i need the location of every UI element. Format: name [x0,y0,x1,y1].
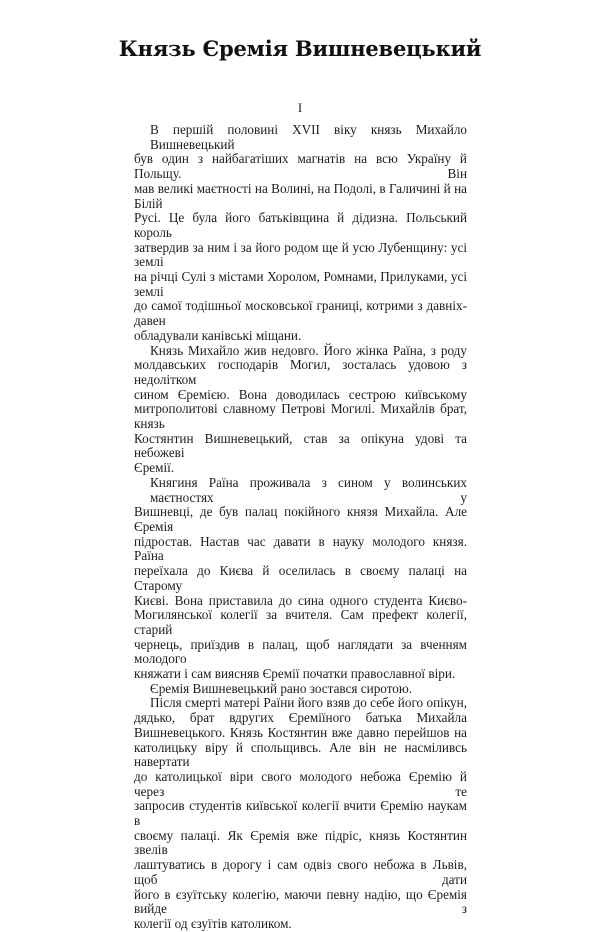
text-line: лаштуватись в дорогу і сам одвіз свого небожа в Львів, щоб дати [134,857,467,887]
text-line: підростав. Настав час давати в науку молодого князя. Раїна [134,533,467,564]
text-line: Вишневці, де був палац покійного князя Михайла. Але Єремія [134,504,467,534]
text-line: Після смерті матері Раїни його взяв до себе його опікун, [150,695,467,711]
text-line: молдавських господарів Могил, зосталась удовою з недолітком [134,357,467,387]
text-line: В першій половині XVII віку князь Михайло Вишневецький [150,122,467,152]
text-line: мав великі маєтності на Волині, на Подолі, в Галичині й на Білій [134,180,467,211]
text-line: запросив студентів київської колегії вчити Єремію наукам в [134,798,467,829]
text-line: Костянтин Вишневецький, став за опікуна удові та небожеві [134,430,467,461]
text-line: митрополитові славному Петрові Могилі. Михайлів брат, князь [134,401,467,432]
paragraph [134,682,467,697]
text-line: чернець, приїздив в палац, щоб наглядати за вченням молодого [134,636,467,667]
text-line: до самої тодішньої московської границі, котрими з давніх-давен [134,298,467,329]
paragraph [134,344,467,476]
paragraph [134,696,467,931]
text-line: затвердив за ним і за його родом ще й усю Лубенщину: усі землі [134,239,467,270]
text-line: католицьку віру й спольщивсь. Але він не насміливсь навертати [134,739,467,770]
paragraph [134,123,467,344]
text-line: Князь Михайло жив недовго. Його жінка Раїна, з роду [150,342,467,358]
body-text [134,123,467,932]
section-number: I [297,100,303,115]
text-line: обладували канівські міщани. [134,327,302,343]
text-line: Русі. Це була його батьківщина й дідизна. Польський король [134,210,467,240]
page-title: Князь Єремія Вишневецький [118,36,482,61]
text-line: Вишневецького. Князь Костянтин вже давно перейшов на [134,724,467,740]
paragraph [134,476,467,682]
text-line: колегії од єзуїтів католиком. [134,915,292,931]
text-line: Єремія Вишневецький рано зостався сиротою. [150,680,413,696]
text-line: сином Єремією. Вона доводилась сестрою київському [134,386,467,402]
text-line: до католицької віри свого молодого небожа Єремію й через те [134,768,467,799]
text-line: був один з найбагатіших магнатів на всю Україну й Польщу. Він [134,151,467,182]
text-line: переїхала до Києва й оселилась в своєму палаці на Старому [134,563,467,593]
text-line: Могилянської колегії за вчителя. Сам префект колегії, старий [134,607,467,637]
text-line: Києві. Вона приставила до сина одного студента Києво- [134,592,467,608]
text-line: його в єзуїтську колегію, маючи певну надію, що Єремія вийде з [134,886,467,917]
text-line: на річці Сулі з містами Хоролом, Ромнами, Прилуками, усі землі [134,269,467,299]
text-line: своєму палаці. Як Єремія вже підріс, князь Костянтин звелів [134,827,467,858]
text-line: княжати і сам виясняв Єремії початки православної віри. [134,666,456,682]
text-line: дядько, брат вдругих Єреміїного батька Михайла [134,710,467,726]
text-line: Єремії. [134,460,175,476]
text-line: Княгиня Раїна проживала з сином у волинських маєтностях у [150,474,467,505]
